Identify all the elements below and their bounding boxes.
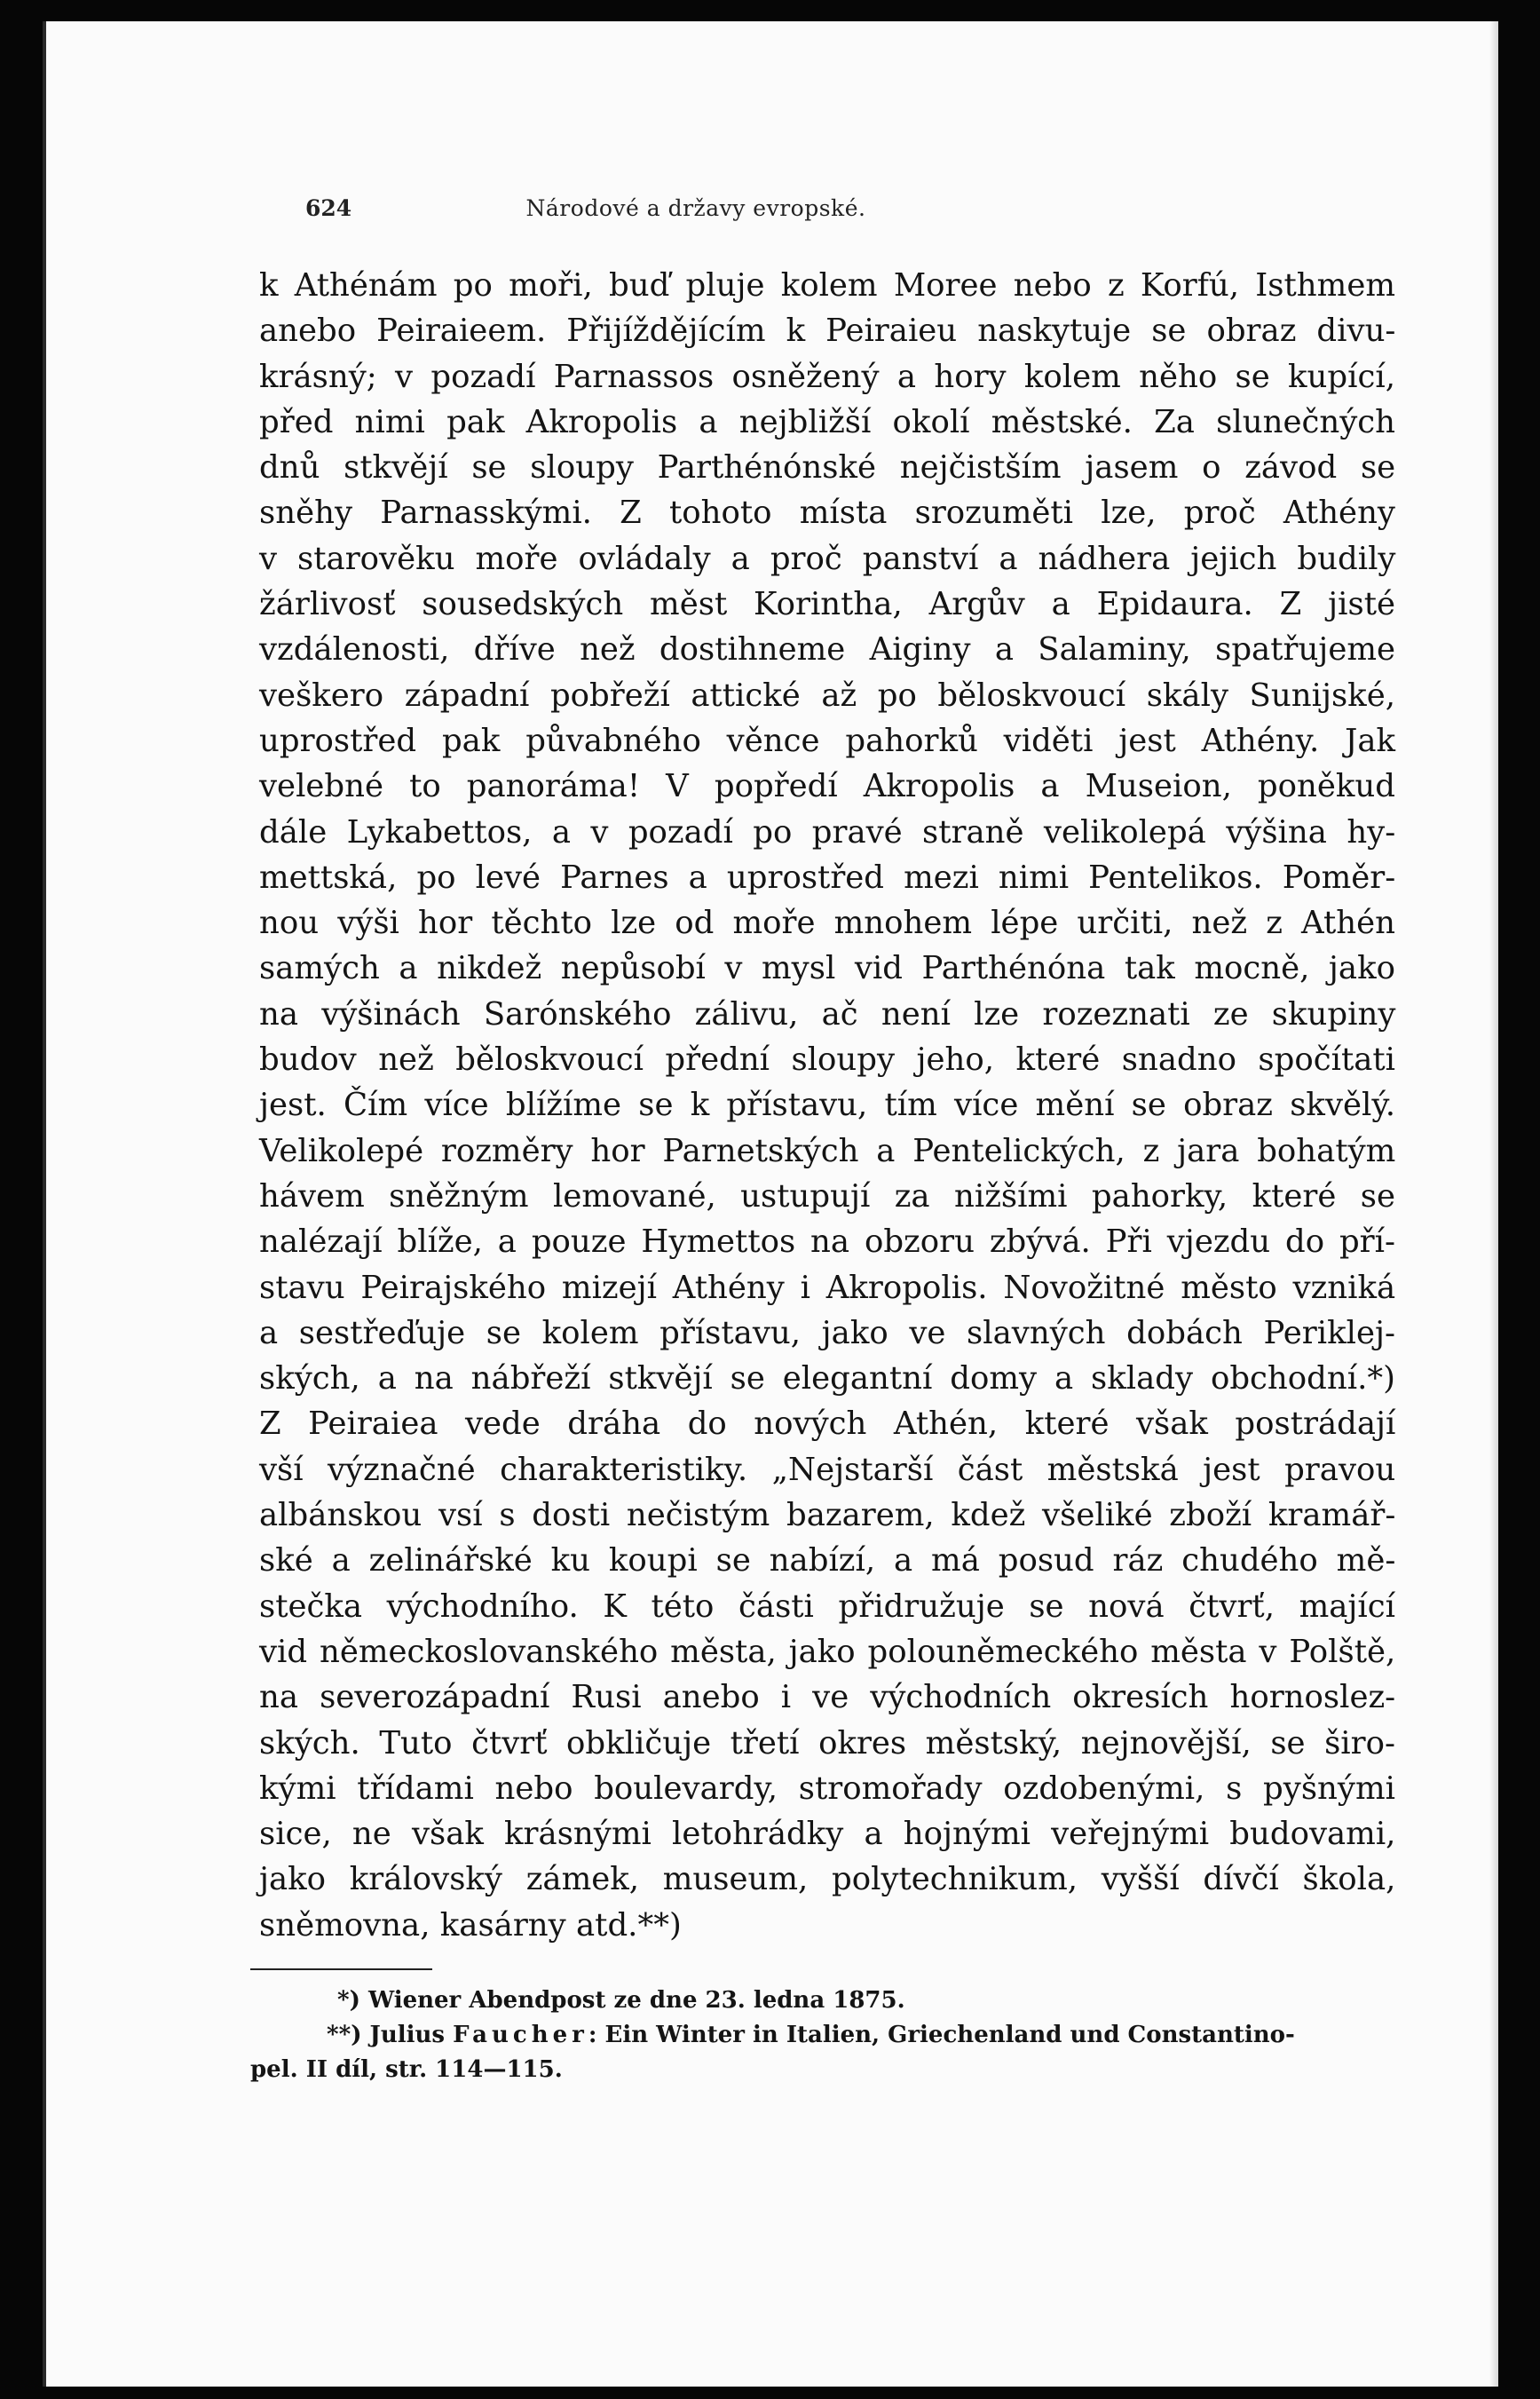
text-line: v starověku moře ovládaly a proč panství a nádhera jejich budily [259,540,1396,577]
text-line: sněhy Parnasskými. Z tohoto místa srozuměti lze, proč Athény [259,495,1395,532]
text-line: ské a zelinářské ku koupi se nabízí, a má posud ráz chudého mě- [259,1542,1396,1580]
footnote-2-rest: : Ein Winter in Italien, Griechenland und Constantino- [588,2022,1295,2048]
text-line: hávem sněžným lemované, ustupují za nižšími pahorky, které se [259,1177,1395,1215]
text-line: nou výši hor těchto lze od moře mnohem lépe určiti, než z Athén [259,905,1396,942]
text-line: vzdálenosti, dříve než dostihneme Aiginy a Salaminy, spatřujeme [259,631,1395,669]
text-line: na severozápadní Rusi anebo i ve východních okresích hornoslez- [259,1679,1396,1716]
text-line: anebo Peiraieem. Přijíždějícím k Peiraieu naskytuje se obraz divu- [259,313,1396,350]
text-line: vší význačné charakteristiky. „Nejstarší část městská jest pravou [259,1451,1396,1488]
text-line: krásný; v pozadí Parnassos osněžený a hory kolem něho se kupící, [259,358,1395,395]
footnote-rule [250,1968,432,1970]
text-line: před nimi pak Akropolis a nejbližší okolí městské. Za slunečných [259,403,1395,440]
text-line: stavu Peirajského mizejí Athény i Akropolis. Novožitné město vzniká [259,1269,1396,1306]
text-line: vid německoslovanského města, jako polouněmeckého města v Polště, [259,1633,1396,1670]
text-line: nalézají blíže, a pouze Hymettos na obzoru zbývá. Při vjezdu do pří- [259,1223,1395,1261]
text-line: stečka východního. K této části přidružuje se nová čtvrť, mající [259,1587,1396,1625]
text-line: žárlivosť sousedských měst Korintha, Argův a Epidaura. Z jisté [259,586,1395,623]
text-line: sněmovna, kasárny atd.**) [259,1906,682,1944]
text-line: Velikolepé rozměry hor Parnetských a Pentelických, z jara bohatým [259,1132,1396,1169]
text-line: albánskou vsí s dosti nečistým bazarem, kdež všeliké zboží kramář- [259,1497,1396,1534]
text-line: dnů stkvějí se sloupy Parthénónské nejčistším jasem o závod se [259,449,1396,487]
text-line: na výšinách Sarónského zálivu, ač není lze rozeznati ze skupiny [259,995,1396,1033]
text-line: budov než běloskvoucí přední sloupy jeho, které snadno spočítati [259,1041,1395,1079]
text-line: ských. Tuto čtvrť obkličuje třetí okres městský, nejnovější, se širo- [259,1724,1395,1762]
footnote-2 [250,2018,1395,2053]
text-line: a sestřeďuje se kolem přístavu, jako ve slavných dobách Periklej- [259,1314,1395,1351]
text-line: sice, ne však krásnými letohrádky a hojnými veřejnými budovami, [259,1816,1396,1853]
running-title: Národové a državy evropské. [525,195,866,221]
text-line: k Athénám po moři, buď pluje kolem Moree nebo z Korfú, Isthmem [259,267,1395,304]
text-line: ských, a na nábřeží stkvějí se elegantní domy a sklady obchodní.*) [259,1360,1395,1397]
page-number: 624 [305,195,352,221]
footnote-1: *) Wiener Abendpost ze dne 23. ledna 1875. [337,1987,905,2014]
footnote-2-author: Faucher [453,2022,588,2048]
text-line: dále Lykabettos, a v pozadí po pravé straně velikolepá výšina hy- [259,813,1396,851]
text-line: veškero západní pobřeží attické až po běloskvoucí skály Sunijské, [259,677,1395,714]
text-line: Z Peiraiea vede dráha do nových Athén, které však postrádají [259,1405,1396,1443]
footnote-2-marker: **) Julius [327,2022,446,2048]
footnotes [250,1983,1395,2087]
text-line: jako královský zámek, museum, polytechnikum, vyšší dívčí škola, [259,1861,1396,1898]
text-line: mettská, po levé Parnes a uprostřed mezi nimi Pentelikos. Poměr- [259,859,1396,896]
text-line: uprostřed pak půvabného věnce pahorků viděti jest Athény. Jak [259,722,1395,759]
body-text [259,263,1395,1948]
text-line: velebné to panoráma! V popředí Akropolis a Museion, poněkud [259,768,1395,805]
page-header [305,195,1086,234]
text-line: kými třídami nebo boulevardy, stromořady ozdobenými, s pyšnými [259,1770,1395,1807]
footnote-2-continued: pel. II díl, str. 114—115. [250,2056,563,2083]
text-line: samých a nikdež nepůsobí v mysl vid Parthénóna tak mocně, jako [259,950,1395,987]
text-line: jest. Čím více blížíme se k přístavu, tím více mění se obraz skvělý. [259,1087,1395,1124]
